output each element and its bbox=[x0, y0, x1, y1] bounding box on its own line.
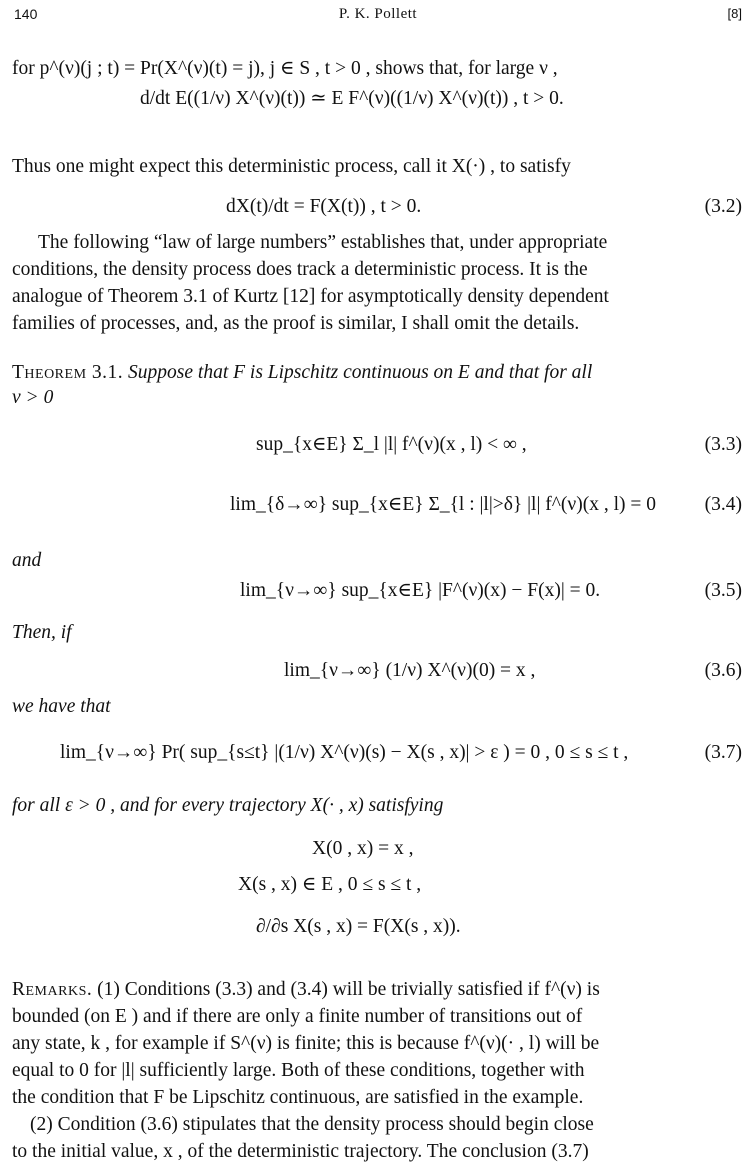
words-we-have-that: we have that bbox=[12, 696, 111, 717]
remark-1a: (1) Conditions (3.3) and (3.4) will be trivially satisfied if f^(ν) is bbox=[97, 979, 600, 1000]
equation-3-3-text: sup_{x∈E} Σ_l |l| f^(ν)(x , l) < ∞ , bbox=[256, 434, 527, 455]
theorem-statement-b: ν > 0 bbox=[12, 387, 54, 408]
equation-3-6-text: lim_{ν→∞} (1/ν) X^(ν)(0) = x , bbox=[284, 660, 536, 681]
equation-derivative-text: d/dt E((1/ν) X^(ν)(t)) ≃ E F^(ν)((1/ν) X^(ν)(t)) , t > 0. bbox=[140, 88, 564, 109]
equation-3-2-text: dX(t)/dt = F(X(t)) , t > 0. bbox=[226, 196, 422, 217]
eqno-3-4: (3.4) bbox=[704, 494, 742, 515]
equation-3-4 bbox=[230, 492, 656, 518]
theorem-line-1 bbox=[12, 360, 742, 386]
remark-2b: to the initial value, x , of the deterministic trajectory. The conclusion (3.7) bbox=[12, 1141, 589, 1162]
theorem-label: Theorem 3.1. bbox=[12, 362, 124, 383]
running-author: P. K. Pollett bbox=[338, 6, 418, 22]
text-line-1 bbox=[12, 56, 742, 82]
condition-2 bbox=[238, 872, 421, 898]
remarks-line-1 bbox=[12, 977, 742, 1003]
theorem-statement-a: Suppose that F is Lipschitz continuous on E and that for all bbox=[128, 362, 593, 383]
remark-1e: the condition that F be Lipschitz continuous, are satisfied in the example. bbox=[12, 1087, 584, 1108]
remarks-line-4 bbox=[12, 1058, 742, 1084]
condition-3-text: ∂/∂s X(s , x) = F(X(s , x)). bbox=[256, 916, 461, 937]
paragraph-thus: Thus one might expect this deterministic process, call it X(·) , to satisfy bbox=[12, 156, 571, 177]
equation-3-3 bbox=[256, 432, 527, 458]
text-and bbox=[12, 548, 742, 574]
paragraph-analogue: analogue of Theorem 3.1 of Kurtz [12] for asymptotically density dependent bbox=[12, 286, 609, 307]
text-line-p3d bbox=[12, 311, 742, 337]
text-we-have bbox=[12, 694, 742, 720]
words-then-if: Then, if bbox=[12, 622, 72, 643]
theorem-line-2 bbox=[12, 385, 742, 411]
eqno-3-3: (3.3) bbox=[704, 434, 742, 455]
equation-3-5-text: lim_{ν→∞} sup_{x∈E} |F^(ν)(x) − F(x)| = 0. bbox=[240, 580, 601, 601]
remark-2a: (2) Condition (3.6) stipulates that the density process should begin close bbox=[30, 1114, 594, 1135]
equation-3-2 bbox=[226, 194, 421, 220]
remarks-label: Remarks. bbox=[12, 979, 93, 1000]
text-for-p: for p^(ν)(j ; t) = Pr(X^(ν)(t) = j), j ∈ S , t > 0 , shows that, for large ν , bbox=[12, 58, 558, 79]
remarks-line-3 bbox=[12, 1031, 742, 1057]
remarks-line-6 bbox=[30, 1112, 742, 1138]
remarks-line-5 bbox=[12, 1085, 742, 1111]
equation-derivative bbox=[140, 86, 564, 112]
words-for-all-epsilon: for all ε > 0 , and for every trajectory X(· , x) satisfying bbox=[12, 795, 444, 816]
text-line-thus bbox=[12, 154, 742, 180]
equation-3-7 bbox=[60, 740, 628, 766]
paragraph-families: families of processes, and, as the proof is similar, I shall omit the details. bbox=[12, 313, 580, 334]
text-line-p3a bbox=[38, 230, 742, 256]
equation-3-6 bbox=[284, 658, 535, 684]
paragraph-following: The following “law of large numbers” establishes that, under appropriate bbox=[38, 232, 608, 253]
word-and: and bbox=[12, 550, 42, 571]
text-then-if bbox=[12, 620, 742, 646]
eqno-3-2: (3.2) bbox=[704, 196, 742, 217]
reference-tag: [8] bbox=[727, 6, 742, 21]
paragraph-conditions: conditions, the density process does track a deterministic process. It is the bbox=[12, 259, 588, 280]
remarks-line-2 bbox=[12, 1004, 742, 1030]
condition-2-text: X(s , x) ∈ E , 0 ≤ s ≤ t , bbox=[238, 874, 422, 895]
equation-3-4-text: lim_{δ→∞} sup_{x∈E} Σ_{l : |l|>δ} |l| f^(ν)(x , l) = 0 bbox=[230, 494, 656, 515]
running-header bbox=[14, 4, 742, 26]
eqno-3-5: (3.5) bbox=[704, 580, 742, 601]
equation-3-5 bbox=[240, 578, 600, 604]
text-for-all bbox=[12, 793, 742, 819]
equation-3-7-text: lim_{ν→∞} Pr( sup_{s≤t} |(1/ν) X^(ν)(s) − X(s , x)| > ε ) = 0 , 0 ≤ s ≤ t , bbox=[60, 742, 629, 763]
condition-1-text: X(0 , x) = x , bbox=[312, 838, 414, 859]
remark-1b: bounded (on E ) and if there are only a finite number of transitions out of bbox=[12, 1006, 583, 1027]
remark-1d: equal to 0 for |l| sufficiently large. Both of these conditions, together with bbox=[12, 1060, 585, 1081]
remark-1c: any state, k , for example if S^(ν) is finite; this is because f^(ν)(· , l) will be bbox=[12, 1033, 600, 1054]
condition-3 bbox=[256, 914, 461, 940]
text-line-p3c bbox=[12, 284, 742, 310]
page-number: 140 bbox=[14, 6, 38, 22]
eqno-3-7: (3.7) bbox=[704, 742, 742, 763]
condition-1 bbox=[312, 836, 413, 862]
remarks-line-7 bbox=[12, 1139, 742, 1165]
text-line-p3b bbox=[12, 257, 742, 283]
eqno-3-6: (3.6) bbox=[704, 660, 742, 681]
